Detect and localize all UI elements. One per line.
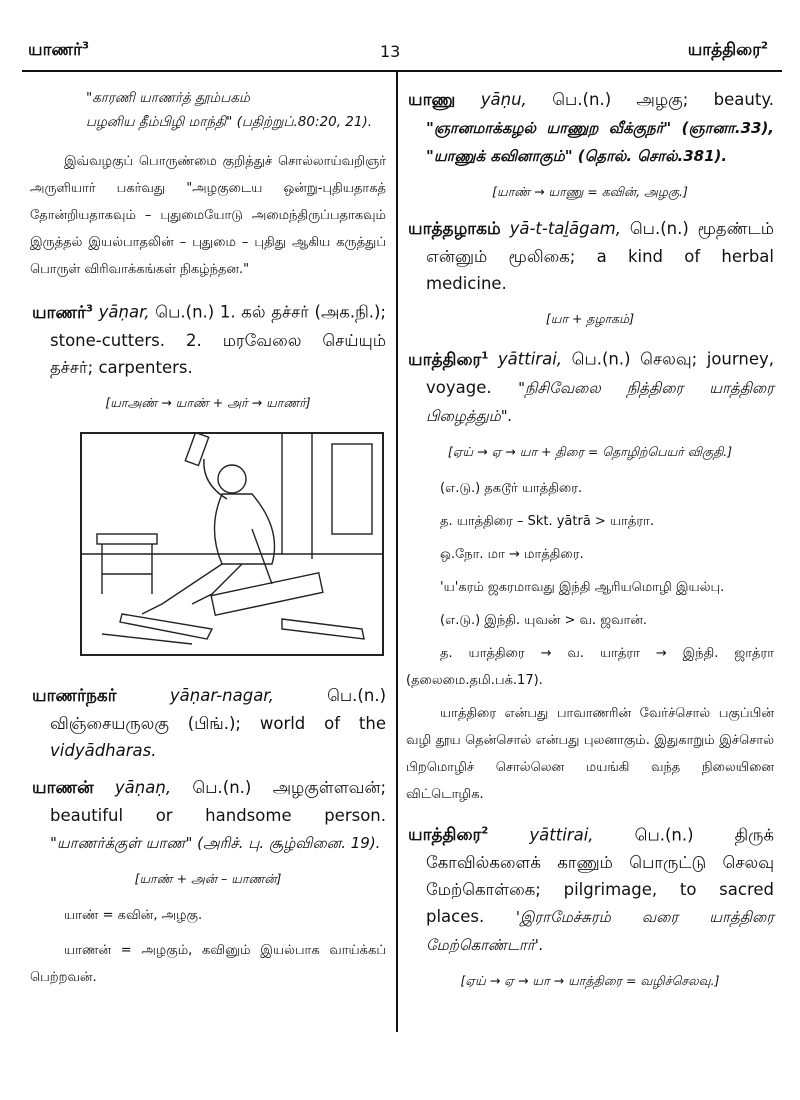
etymology: [யா + தழாகம்] [545,311,635,326]
headword: யாணு [408,90,456,110]
header-divider [22,70,782,72]
headword: யாத்தழாகம் [408,219,501,239]
note: (எ.டு.) தகடூர் யாத்திரை. [440,480,583,496]
transliteration: yāttirai, [497,349,563,369]
transliteration: yāṇar-nagar, [169,685,274,705]
definition: பெ.(n.) திருக் கோவில்களைக் காணும் பொருட்டு செலவு மேற்கொள்கை; pilgrimage, to sacred places. [426,825,775,927]
note: யாண் = கவின், அழகு. [64,907,203,923]
note: (எ.டு.) இந்தி. யுவன் > வ. ஜவான். [440,612,648,628]
transliteration: yāṇar, [98,302,150,322]
headword: யாணன் [32,777,94,798]
headword: யாணர்$^3$ [32,302,93,323]
note: த. யாத்திரை → வ. யாத்ரா → இந்தி. ஜாத்ரா (தலைமை.தமி.பக்.17). [406,645,774,688]
transliteration: yāṇaṇ, [114,777,172,797]
verse-quote: "காரணி யாணர்த் தூம்பகம் பழனிய தீம்பிழி மாந்தி" (பதிற்றுப்.80:20, 21). [86,90,373,130]
note: 'ய'கரம் ஜகரமாவது இந்தி ஆரியமொழி இயல்பு. [440,579,725,595]
header-right-headword: யாத்திரை$^2$ [687,40,768,60]
transliteration: yāṇu, [480,90,527,109]
definition: பெ.(n.) அழகுள்ளவன்; beautiful or handsome person. [50,777,387,825]
citation: "நிசிவேலை நித்திரை யாத்திரை பிழைத்தும்". [426,378,774,425]
page-number: 13 [380,42,401,61]
citation: "யாணர்க்குள் யாண" (அரிச். பு. சூழ்வினை. 19). [50,833,381,852]
entry-yanar3 [30,295,386,381]
definition: பெ.(n.) மூதண்டம் என்னும் மூலிகை; a kind of herbal medicine. [426,219,775,293]
page-header [0,36,800,66]
definition: பெ.(n.) அழகு; beauty. [552,90,774,109]
note: த. யாத்திரை – Skt. yātrā > யாத்ரா. [440,513,654,529]
left-column [30,86,386,991]
headword: யாத்திரை$^2$ [408,825,489,846]
entry-yattalagam [406,215,774,297]
etymology: [யாஅண் → யாண் + அர் → யாணர்] [105,394,311,410]
commentary-paragraph: இவ்வழகுப் பொருண்மை குறித்துச் சொல்லாய்வறிஞர் அருளியார் பகர்வது "அழகுடைய ஒன்று-புதியதாகத் தோன்றியதாகவும் – புதுமையோடு அமைந்திருப்பதாகவும் இருத்தல் இயல்பாதலின் – புதுமை – புதிது ஆகிய கருத்துப் பொருள் விரிவாக்கங்கள் நிகழ்ந்தன." [30,154,386,277]
definition: பெ.(n.) விஞ்சையருலகு (பிங்.); world of the [50,685,387,733]
etymology: [ஏய் → ஏ → யா + திரை = தொழிற்பெயர் விகுதி.] [447,443,733,459]
carpenter-drawing-icon [82,434,382,654]
column-divider [396,72,398,1032]
note: யாணன் = அழகும், கவினும் இயல்பாக வாய்க்கப் பெற்றவன். [30,942,386,985]
definition: பெ.(n.) 1. கல் தச்சர் (அக.நி.); stone-cutters. 2. மரவேலை செய்யும் தச்சர்; carpenters. [50,302,386,377]
entry-yanan [30,774,386,857]
entry-yattirai1 [406,342,774,430]
etymology: [யாண் → யாணு = கவின், அழகு.] [492,184,688,199]
transliteration: yāttirai, [529,825,594,845]
citation: 'இராமேச்சுரம் வரை யாத்திரை மேற்கொண்டார்'. [426,908,775,955]
note: யாத்திரை என்பது பாவாணரின் வேர்ச்சொல் பகுப்பின் வழி தூய தென்சொல் என்பது புலனாகும். இதுகாறும் இச்சொல் பிறமொழிச் சொல்லென மயங்கி வந்த நிலையினை விட்டொழிக. [406,705,774,802]
note: ஒ.நோ. மா → மாத்திரை. [440,546,584,562]
right-column [406,86,774,1004]
header-left-headword: யாணர்$^3$ [28,40,89,60]
entry-yanar-nagar [30,682,386,764]
definition: பெ.(n.) செலவு; journey, voyage. [426,349,775,397]
entry-yattirai2 [406,818,774,960]
headword: யாணர்நகர் [32,685,117,706]
entry-yanu [406,86,774,170]
etymology: [யாண் + அன் – யாணன்] [134,870,282,886]
citation: "ஞானமாக்கழல் யாணுற வீக்குநர்" (ஞானா.33), "யாணுக் கவினாகும்" (தொல். சொல்.381). [426,119,774,165]
etymology: [ஏய் → ஏ → யா → யாத்திரை = வழிச்செலவு.] [460,973,720,989]
definition-italic: vidyādharas. [50,740,157,760]
transliteration: yā-t-taḻāgam, [509,219,621,238]
headword: யாத்திரை$^1$ [408,349,489,370]
carpenter-illustration [80,432,384,656]
